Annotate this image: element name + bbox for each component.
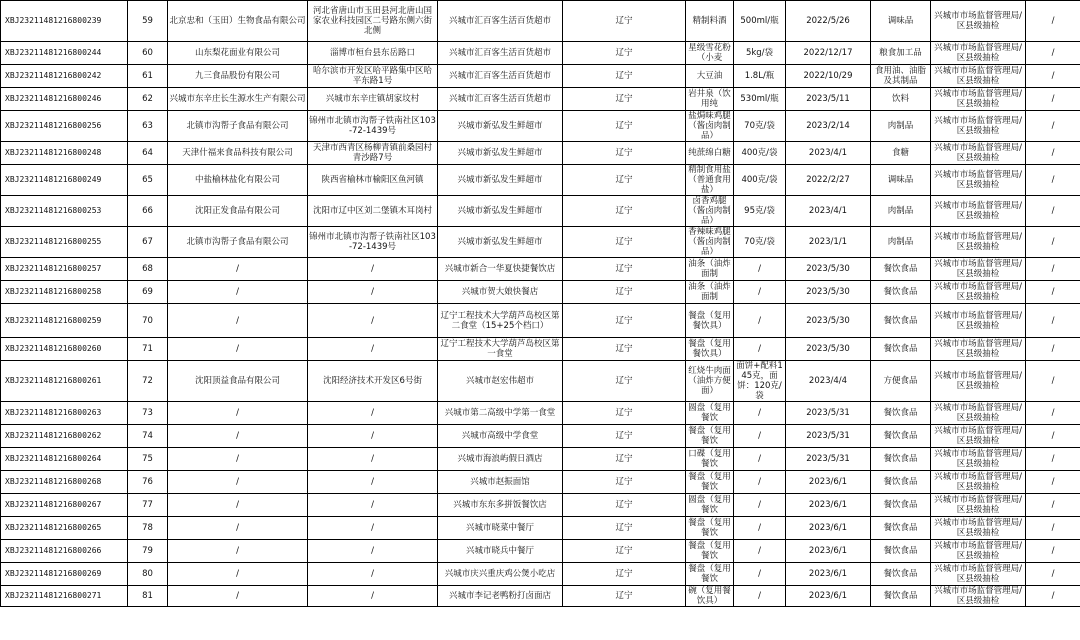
sample-code-cell: XBJ23211481216800261 (1, 361, 128, 402)
table-row (1, 494, 1080, 517)
sequence-cell: 62 (128, 88, 168, 111)
table-row (1, 586, 1080, 607)
table-row (1, 425, 1080, 448)
production-date-cell: 2023/5/11 (786, 88, 871, 111)
production-date-cell: 2023/5/31 (786, 425, 871, 448)
producer-name-cell: / (168, 338, 308, 361)
remark-cell: / (1026, 196, 1080, 227)
sampled-unit-cell: 兴城市晓菜中餐厅 (438, 517, 563, 540)
sequence-cell: 59 (128, 1, 168, 42)
producer-address-cell: 淄博市桓台县东岳路口 (308, 42, 438, 65)
province-cell: 辽宁 (563, 563, 686, 586)
remark-cell: / (1026, 425, 1080, 448)
sequence-cell: 61 (128, 65, 168, 88)
sampled-unit-cell: 兴城市晓兵中餐厅 (438, 540, 563, 563)
producer-name-cell: 中盐榆林盐化有限公司 (168, 165, 308, 196)
sequence-cell: 70 (128, 304, 168, 338)
table-row (1, 227, 1080, 258)
inspection-org-cell: 兴城市市场监督管理局/区县级抽检 (931, 227, 1026, 258)
sampled-unit-cell: 兴城市贺大娘快餐店 (438, 281, 563, 304)
specification-cell: 400克/袋 (734, 142, 786, 165)
producer-address-cell: / (308, 540, 438, 563)
sampled-unit-cell: 兴城市海浪屿假日酒店 (438, 448, 563, 471)
producer-name-cell: / (168, 494, 308, 517)
table-row (1, 471, 1080, 494)
product-name-cell: 餐盘（复用餐饮 (686, 517, 734, 540)
table-row (1, 338, 1080, 361)
food-category-cell: 餐饮食品 (871, 494, 931, 517)
food-category-cell: 餐饮食品 (871, 586, 931, 607)
inspection-org-cell: 兴城市市场监督管理局/区县级抽检 (931, 338, 1026, 361)
table-row (1, 304, 1080, 338)
sample-code-cell: XBJ23211481216800271 (1, 586, 128, 607)
producer-address-cell: 陕西省榆林市榆阳区鱼河镇 (308, 165, 438, 196)
production-date-cell: 2023/5/31 (786, 448, 871, 471)
inspection-org-cell: 兴城市市场监督管理局/区县级抽检 (931, 142, 1026, 165)
food-category-cell: 餐饮食品 (871, 258, 931, 281)
province-cell: 辽宁 (563, 227, 686, 258)
table-row (1, 517, 1080, 540)
table-row (1, 65, 1080, 88)
producer-name-cell: 兴城市东辛庄长生源水生产有限公司 (168, 88, 308, 111)
specification-cell: / (734, 304, 786, 338)
remark-cell: / (1026, 88, 1080, 111)
sample-code-cell: XBJ23211481216800248 (1, 142, 128, 165)
producer-address-cell: / (308, 494, 438, 517)
producer-name-cell: 北镇市沟帮子食品有限公司 (168, 227, 308, 258)
sampled-unit-cell: 兴城市汇百客生活百货超市 (438, 88, 563, 111)
product-name-cell: 餐盘（复用餐饮具） (686, 338, 734, 361)
production-date-cell: 2023/2/14 (786, 111, 871, 142)
food-category-cell: 饮料 (871, 88, 931, 111)
food-category-cell: 肉制品 (871, 227, 931, 258)
remark-cell: / (1026, 165, 1080, 196)
producer-name-cell: / (168, 304, 308, 338)
producer-address-cell: 河北省唐山市玉田县河北唐山国家农业科技园区二号路东侧六街北侧 (308, 1, 438, 42)
producer-address-cell: / (308, 586, 438, 607)
province-cell: 辽宁 (563, 111, 686, 142)
product-name-cell: 卤香鸡腿（酱卤肉制品） (686, 196, 734, 227)
production-date-cell: 2023/6/1 (786, 586, 871, 607)
producer-address-cell: 锦州市北镇市沟帮子铁南社区103-72-1439号 (308, 111, 438, 142)
remark-cell: / (1026, 338, 1080, 361)
inspection-org-cell: 兴城市市场监督管理局/区县级抽检 (931, 65, 1026, 88)
product-name-cell: 红烧牛肉面（油炸方便面） (686, 361, 734, 402)
food-category-cell: 餐饮食品 (871, 304, 931, 338)
inspection-org-cell: 兴城市市场监督管理局/区县级抽检 (931, 111, 1026, 142)
sampled-unit-cell: 兴城市新合一华夏快捷餐饮店 (438, 258, 563, 281)
specification-cell: 5kg/袋 (734, 42, 786, 65)
sampled-unit-cell: 兴城市新弘发生鲜超市 (438, 165, 563, 196)
product-name-cell: 口碟（复用餐饮 (686, 448, 734, 471)
specification-cell: / (734, 471, 786, 494)
sequence-cell: 75 (128, 448, 168, 471)
sequence-cell: 60 (128, 42, 168, 65)
remark-cell: / (1026, 402, 1080, 425)
sampled-unit-cell: 辽宁工程技术大学葫芦岛校区第一食堂 (438, 338, 563, 361)
sample-code-cell: XBJ23211481216800258 (1, 281, 128, 304)
production-date-cell: 2023/5/30 (786, 304, 871, 338)
sample-code-cell: XBJ23211481216800249 (1, 165, 128, 196)
food-category-cell: 餐饮食品 (871, 540, 931, 563)
remark-cell: / (1026, 281, 1080, 304)
sequence-cell: 76 (128, 471, 168, 494)
product-name-cell: 纯蔗绵白糖 (686, 142, 734, 165)
food-category-cell: 餐饮食品 (871, 425, 931, 448)
remark-cell: / (1026, 517, 1080, 540)
province-cell: 辽宁 (563, 258, 686, 281)
producer-address-cell: / (308, 304, 438, 338)
inspection-org-cell: 兴城市市场监督管理局/区县级抽检 (931, 540, 1026, 563)
food-category-cell: 调味品 (871, 1, 931, 42)
province-cell: 辽宁 (563, 88, 686, 111)
product-name-cell: 精制料酒 (686, 1, 734, 42)
sampled-unit-cell: 兴城市庆兴重庆鸡公煲小吃店 (438, 563, 563, 586)
production-date-cell: 2023/6/1 (786, 563, 871, 586)
remark-cell: / (1026, 361, 1080, 402)
producer-address-cell: / (308, 517, 438, 540)
producer-name-cell: 沈阳顶益食品有限公司 (168, 361, 308, 402)
producer-name-cell: / (168, 258, 308, 281)
food-category-cell: 餐饮食品 (871, 402, 931, 425)
producer-address-cell: / (308, 402, 438, 425)
production-date-cell: 2023/5/31 (786, 402, 871, 425)
sampled-unit-cell: 兴城市高级中学食堂 (438, 425, 563, 448)
producer-address-cell: 兴城市东辛庄镇胡家坟村 (308, 88, 438, 111)
producer-name-cell: 山东梨花面业有限公司 (168, 42, 308, 65)
product-name-cell: 香辣味鸡腿（酱卤肉制品） (686, 227, 734, 258)
sequence-cell: 73 (128, 402, 168, 425)
remark-cell: / (1026, 304, 1080, 338)
producer-name-cell: / (168, 540, 308, 563)
food-category-cell: 肉制品 (871, 111, 931, 142)
producer-address-cell: 沈阳市辽中区刘二堡镇木耳岗村 (308, 196, 438, 227)
inspection-org-cell: 兴城市市场监督管理局/区县级抽检 (931, 517, 1026, 540)
inspection-org-cell: 兴城市市场监督管理局/区县级抽检 (931, 88, 1026, 111)
specification-cell: / (734, 258, 786, 281)
province-cell: 辽宁 (563, 517, 686, 540)
inspection-org-cell: 兴城市市场监督管理局/区县级抽检 (931, 425, 1026, 448)
inspection-org-cell: 兴城市市场监督管理局/区县级抽检 (931, 586, 1026, 607)
specification-cell: / (734, 494, 786, 517)
sequence-cell: 72 (128, 361, 168, 402)
sample-code-cell: XBJ23211481216800268 (1, 471, 128, 494)
product-name-cell: 餐盘（复用餐饮 (686, 425, 734, 448)
remark-cell: / (1026, 142, 1080, 165)
sample-code-cell: XBJ23211481216800267 (1, 494, 128, 517)
remark-cell: / (1026, 258, 1080, 281)
producer-name-cell: / (168, 281, 308, 304)
table-row (1, 281, 1080, 304)
producer-name-cell: 沈阳正发食品有限公司 (168, 196, 308, 227)
sampled-unit-cell: 兴城市赵宏伟超市 (438, 361, 563, 402)
product-name-cell: 餐盘（复用餐饮 (686, 563, 734, 586)
sample-code-cell: XBJ23211481216800260 (1, 338, 128, 361)
production-date-cell: 2023/4/4 (786, 361, 871, 402)
table-row (1, 540, 1080, 563)
sequence-cell: 65 (128, 165, 168, 196)
producer-name-cell: / (168, 563, 308, 586)
producer-name-cell: 北京忠和（玉田）生物食品有限公司 (168, 1, 308, 42)
food-category-cell: 方便食品 (871, 361, 931, 402)
specification-cell: 面饼+配料145克，面饼：120克/袋 (734, 361, 786, 402)
table-row (1, 42, 1080, 65)
province-cell: 辽宁 (563, 425, 686, 448)
food-category-cell: 餐饮食品 (871, 448, 931, 471)
production-date-cell: 2022/5/26 (786, 1, 871, 42)
producer-name-cell: 天津什福来食品科技有限公司 (168, 142, 308, 165)
food-category-cell: 餐饮食品 (871, 471, 931, 494)
specification-cell: / (734, 586, 786, 607)
producer-address-cell: / (308, 258, 438, 281)
specification-cell: / (734, 338, 786, 361)
food-category-cell: 餐饮食品 (871, 517, 931, 540)
inspection-org-cell: 兴城市市场监督管理局/区县级抽检 (931, 258, 1026, 281)
producer-address-cell: / (308, 448, 438, 471)
province-cell: 辽宁 (563, 142, 686, 165)
table-row (1, 402, 1080, 425)
remark-cell: / (1026, 227, 1080, 258)
table-row (1, 88, 1080, 111)
sample-code-cell: XBJ23211481216800253 (1, 196, 128, 227)
producer-address-cell: / (308, 563, 438, 586)
producer-name-cell: / (168, 425, 308, 448)
producer-name-cell: / (168, 586, 308, 607)
producer-name-cell: 九三食品股份有限公司 (168, 65, 308, 88)
sample-code-cell: XBJ23211481216800257 (1, 258, 128, 281)
sampled-unit-cell: 兴城市汇百客生活百货超市 (438, 42, 563, 65)
product-name-cell: 餐盘（复用餐饮具） (686, 304, 734, 338)
sample-code-cell: XBJ23211481216800265 (1, 517, 128, 540)
sample-code-cell: XBJ23211481216800263 (1, 402, 128, 425)
producer-name-cell: / (168, 517, 308, 540)
production-date-cell: 2023/6/1 (786, 517, 871, 540)
sampled-unit-cell: 兴城市新弘发生鲜超市 (438, 142, 563, 165)
specification-cell: / (734, 563, 786, 586)
sampled-unit-cell: 兴城市新弘发生鲜超市 (438, 196, 563, 227)
province-cell: 辽宁 (563, 304, 686, 338)
product-name-cell: 餐盘（复用餐饮 (686, 540, 734, 563)
remark-cell: / (1026, 471, 1080, 494)
inspection-org-cell: 兴城市市场监督管理局/区县级抽检 (931, 165, 1026, 196)
product-name-cell: 盐焗味鸡腿（酱卤肉制品） (686, 111, 734, 142)
product-name-cell: 油条（油炸面制 (686, 258, 734, 281)
specification-cell: 1.8L/瓶 (734, 65, 786, 88)
table-row (1, 258, 1080, 281)
province-cell: 辽宁 (563, 1, 686, 42)
producer-name-cell: / (168, 448, 308, 471)
specification-cell: / (734, 540, 786, 563)
production-date-cell: 2023/4/1 (786, 142, 871, 165)
sample-code-cell: XBJ23211481216800239 (1, 1, 128, 42)
table-row (1, 142, 1080, 165)
producer-name-cell: / (168, 471, 308, 494)
food-category-cell: 餐饮食品 (871, 563, 931, 586)
sample-code-cell: XBJ23211481216800255 (1, 227, 128, 258)
production-date-cell: 2023/5/30 (786, 258, 871, 281)
producer-address-cell: 哈尔滨市开发区哈平路集中区哈平东路1号 (308, 65, 438, 88)
specification-cell: / (734, 448, 786, 471)
production-date-cell: 2023/6/1 (786, 540, 871, 563)
sampled-unit-cell: 兴城市东东多拼饭餐饮店 (438, 494, 563, 517)
food-category-cell: 餐饮食品 (871, 281, 931, 304)
producer-name-cell: 北镇市沟帮子食品有限公司 (168, 111, 308, 142)
sampled-unit-cell: 兴城市新弘发生鲜超市 (438, 227, 563, 258)
province-cell: 辽宁 (563, 402, 686, 425)
inspection-org-cell: 兴城市市场监督管理局/区县级抽检 (931, 42, 1026, 65)
product-name-cell: 星级雪花粉（小麦 (686, 42, 734, 65)
specification-cell: 95克/袋 (734, 196, 786, 227)
specification-cell: 500ml/瓶 (734, 1, 786, 42)
province-cell: 辽宁 (563, 494, 686, 517)
sample-code-cell: XBJ23211481216800262 (1, 425, 128, 448)
sampled-unit-cell: 兴城市第二高级中学第一食堂 (438, 402, 563, 425)
producer-address-cell: / (308, 425, 438, 448)
food-category-cell: 肉制品 (871, 196, 931, 227)
remark-cell: / (1026, 42, 1080, 65)
province-cell: 辽宁 (563, 65, 686, 88)
sequence-cell: 64 (128, 142, 168, 165)
producer-name-cell: / (168, 402, 308, 425)
specification-cell: 400克/袋 (734, 165, 786, 196)
product-name-cell: 岩井泉（饮用纯 (686, 88, 734, 111)
specification-cell: / (734, 402, 786, 425)
specification-cell: 70克/袋 (734, 227, 786, 258)
sampled-unit-cell: 兴城市李记老鸭粉打卤面店 (438, 586, 563, 607)
sequence-cell: 67 (128, 227, 168, 258)
province-cell: 辽宁 (563, 471, 686, 494)
sample-code-cell: XBJ23211481216800244 (1, 42, 128, 65)
food-category-cell: 粮食加工品 (871, 42, 931, 65)
inspection-org-cell: 兴城市市场监督管理局/区县级抽检 (931, 448, 1026, 471)
producer-address-cell: / (308, 471, 438, 494)
province-cell: 辽宁 (563, 281, 686, 304)
product-name-cell: 精制食用盐（普通食用盐） (686, 165, 734, 196)
inspection-org-cell: 兴城市市场监督管理局/区县级抽检 (931, 196, 1026, 227)
inspection-org-cell: 兴城市市场监督管理局/区县级抽检 (931, 471, 1026, 494)
production-date-cell: 2023/4/1 (786, 196, 871, 227)
remark-cell: / (1026, 1, 1080, 42)
sampled-unit-cell: 兴城市汇百客生活百货超市 (438, 1, 563, 42)
table-row (1, 563, 1080, 586)
sample-code-cell: XBJ23211481216800242 (1, 65, 128, 88)
inspection-org-cell: 兴城市市场监督管理局/区县级抽检 (931, 563, 1026, 586)
table-row (1, 196, 1080, 227)
specification-cell: / (734, 281, 786, 304)
sequence-cell: 74 (128, 425, 168, 448)
inspection-org-cell: 兴城市市场监督管理局/区县级抽检 (931, 402, 1026, 425)
sample-code-cell: XBJ23211481216800256 (1, 111, 128, 142)
sequence-cell: 77 (128, 494, 168, 517)
province-cell: 辽宁 (563, 196, 686, 227)
product-name-cell: 大豆油 (686, 65, 734, 88)
specification-cell: / (734, 517, 786, 540)
sequence-cell: 63 (128, 111, 168, 142)
sample-code-cell: XBJ23211481216800269 (1, 563, 128, 586)
inspection-org-cell: 兴城市市场监督管理局/区县级抽检 (931, 361, 1026, 402)
sampled-unit-cell: 兴城市汇百客生活百货超市 (438, 65, 563, 88)
specification-cell: / (734, 425, 786, 448)
product-name-cell: 碗（复用餐饮具） (686, 586, 734, 607)
food-category-cell: 调味品 (871, 165, 931, 196)
inspection-org-cell: 兴城市市场监督管理局/区县级抽检 (931, 494, 1026, 517)
food-category-cell: 餐饮食品 (871, 338, 931, 361)
table-row (1, 1, 1080, 42)
food-category-cell: 食糖 (871, 142, 931, 165)
sequence-cell: 78 (128, 517, 168, 540)
production-date-cell: 2023/5/30 (786, 338, 871, 361)
sequence-cell: 81 (128, 586, 168, 607)
remark-cell: / (1026, 586, 1080, 607)
remark-cell: / (1026, 494, 1080, 517)
producer-address-cell: 沈阳经济技术开发区6号街 (308, 361, 438, 402)
inspection-org-cell: 兴城市市场监督管理局/区县级抽检 (931, 281, 1026, 304)
table-row (1, 448, 1080, 471)
producer-address-cell: / (308, 281, 438, 304)
sequence-cell: 79 (128, 540, 168, 563)
sample-code-cell: XBJ23211481216800264 (1, 448, 128, 471)
food-category-cell: 食用油、油脂及其制品 (871, 65, 931, 88)
sequence-cell: 80 (128, 563, 168, 586)
province-cell: 辽宁 (563, 540, 686, 563)
table-row (1, 165, 1080, 196)
product-name-cell: 圆盘（复用餐饮 (686, 494, 734, 517)
sample-code-cell: XBJ23211481216800266 (1, 540, 128, 563)
specification-cell: 530ml/瓶 (734, 88, 786, 111)
sampled-unit-cell: 辽宁工程技术大学葫芦岛校区第二食堂（15+25个档口） (438, 304, 563, 338)
province-cell: 辽宁 (563, 338, 686, 361)
inspection-org-cell: 兴城市市场监督管理局/区县级抽检 (931, 304, 1026, 338)
production-date-cell: 2023/6/1 (786, 471, 871, 494)
production-date-cell: 2022/2/27 (786, 165, 871, 196)
product-name-cell: 餐盘（复用餐饮 (686, 471, 734, 494)
sampled-unit-cell: 兴城市赵振面馆 (438, 471, 563, 494)
product-name-cell: 油条（油炸面制 (686, 281, 734, 304)
production-date-cell: 2022/12/17 (786, 42, 871, 65)
province-cell: 辽宁 (563, 586, 686, 607)
inspection-org-cell: 兴城市市场监督管理局/区县级抽检 (931, 1, 1026, 42)
sample-code-cell: XBJ23211481216800246 (1, 88, 128, 111)
producer-address-cell: 天津市西青区杨柳青镇前桑园村青沙路7号 (308, 142, 438, 165)
remark-cell: / (1026, 540, 1080, 563)
sample-code-cell: XBJ23211481216800259 (1, 304, 128, 338)
producer-address-cell: 锦州市北镇市沟帮子铁南社区103-72-1439号 (308, 227, 438, 258)
remark-cell: / (1026, 111, 1080, 142)
sequence-cell: 68 (128, 258, 168, 281)
production-date-cell: 2023/6/1 (786, 494, 871, 517)
province-cell: 辽宁 (563, 448, 686, 471)
sequence-cell: 69 (128, 281, 168, 304)
remark-cell: / (1026, 65, 1080, 88)
product-name-cell: 圆盘（复用餐饮 (686, 402, 734, 425)
producer-address-cell: / (308, 338, 438, 361)
production-date-cell: 2023/5/30 (786, 281, 871, 304)
specification-cell: 70克/袋 (734, 111, 786, 142)
remark-cell: / (1026, 448, 1080, 471)
production-date-cell: 2023/1/1 (786, 227, 871, 258)
province-cell: 辽宁 (563, 42, 686, 65)
production-date-cell: 2022/10/29 (786, 65, 871, 88)
sequence-cell: 66 (128, 196, 168, 227)
province-cell: 辽宁 (563, 165, 686, 196)
table-row (1, 111, 1080, 142)
table-row (1, 361, 1080, 402)
sequence-cell: 71 (128, 338, 168, 361)
remark-cell: / (1026, 563, 1080, 586)
sampled-unit-cell: 兴城市新弘发生鲜超市 (438, 111, 563, 142)
province-cell: 辽宁 (563, 361, 686, 402)
